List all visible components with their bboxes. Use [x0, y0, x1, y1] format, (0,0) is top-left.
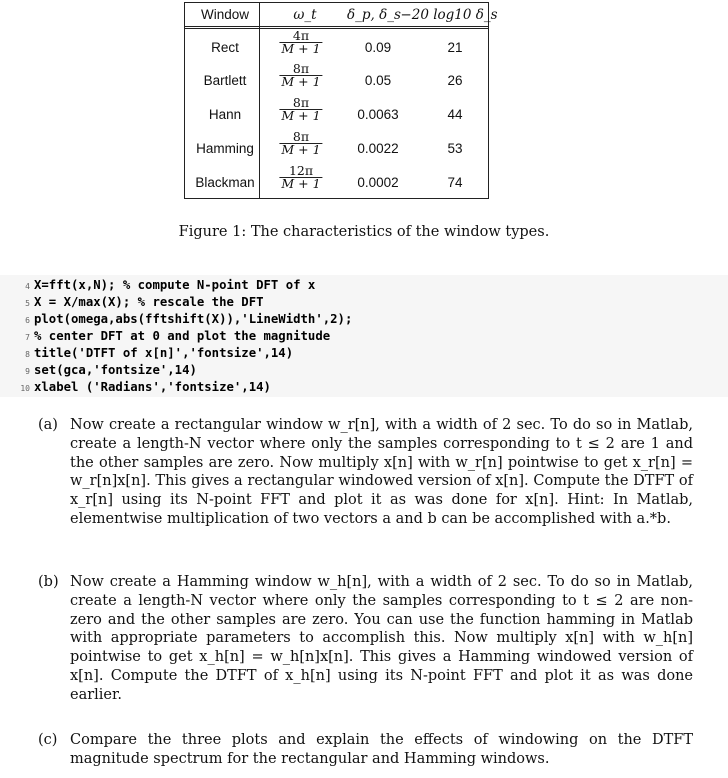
table-row-window: Blackman [195, 175, 255, 190]
code-text: X=fft(x,N); % compute N-point DFT of x [34, 278, 316, 292]
matlab-code-listing [0, 275, 728, 397]
line-number: 5 [25, 299, 30, 308]
table-row-atten: 26 [447, 73, 463, 88]
line-number: 8 [25, 350, 30, 359]
figure-caption: Figure 1: The characteristics of the window types. [178, 224, 550, 240]
part-text: Now create a rectangular window w_r[n], with a width of 2 sec. To do so in Matlab, create a length-N vector where only the samples corresponding to t ≤ 2 are 1 and the other samples are zero. Now multiply x[n] with w_r[n] pointwise to get x_r[n] = w_r[n]x[n]. This gives a rectangular windowed version of x[n]. Compute the DTFT of x_r[n] using its N-point FFT and plot it as was done for x[n]. Hint: In Matlab, elementwise multiplication of two vectors a and b can be accomplished with a.*b. [70, 417, 693, 527]
table-row-atten: 44 [447, 107, 463, 122]
code-text: X = X/max(X); % rescale the DFT [34, 295, 264, 309]
part-label: (b) [38, 574, 59, 590]
table-row-delta: 0.0022 [357, 141, 399, 156]
table-row-omega-frac [279, 30, 322, 55]
part-c [38, 731, 693, 769]
code-line [0, 379, 271, 396]
window-characteristics-table [184, 2, 498, 199]
line-number: 6 [25, 316, 30, 325]
column-divider [259, 3, 260, 198]
line-number: 4 [25, 282, 30, 291]
table-row-atten: 74 [447, 175, 463, 190]
frac-denominator: M + 1 [281, 41, 321, 56]
table-row-window: Hamming [196, 141, 254, 156]
table-row-omega-frac [279, 165, 322, 190]
frac-denominator: M + 1 [281, 74, 321, 89]
code-line [0, 328, 330, 345]
table-row-omega-frac [279, 63, 322, 88]
line-number: 7 [25, 333, 30, 342]
table-row-omega-frac [279, 131, 322, 156]
header-rule [185, 26, 488, 29]
code-line [0, 345, 293, 362]
table-row-delta: 0.0002 [357, 175, 399, 190]
table-row-omega-frac [279, 97, 322, 122]
code-line [0, 311, 352, 328]
code-text: set(gca,'fontsize',14) [34, 363, 197, 377]
part-a [38, 416, 693, 529]
part-b [38, 573, 693, 705]
frac-numerator: 8π [292, 95, 310, 110]
table-row-atten: 21 [447, 40, 463, 55]
code-text: title('DTFT of x[n]','fontsize',14) [34, 346, 294, 360]
line-number: 9 [25, 367, 30, 376]
code-line [0, 362, 197, 379]
frac-numerator: 8π [292, 129, 310, 144]
header-attenuation: −20 log10 δ_s [400, 7, 498, 23]
table-row-delta: 0.05 [364, 73, 392, 88]
code-text: xlabel ('Radians','fontsize',14) [34, 380, 271, 394]
part-label: (c) [38, 732, 58, 748]
table-row-delta: 0.09 [364, 40, 392, 55]
frac-denominator: M + 1 [281, 108, 321, 123]
part-label: (a) [38, 417, 58, 433]
frac-numerator: 12π [288, 163, 314, 178]
code-line [0, 294, 264, 311]
header-omega-t: ω_t [293, 7, 317, 23]
frac-numerator: 4π [292, 28, 310, 43]
code-text: % center DFT at 0 and plot the magnitude [34, 329, 331, 343]
table-row-delta: 0.0063 [357, 107, 399, 122]
table-row-window: Hann [208, 107, 242, 122]
header-delta: δ_p, δ_s [347, 7, 401, 23]
line-number: 10 [20, 384, 30, 393]
code-text: plot(omega,abs(fftshift(X)),'LineWidth',2); [34, 312, 353, 326]
frac-denominator: M + 1 [281, 142, 321, 157]
table-row-atten: 53 [447, 141, 463, 156]
table-row-window: Bartlett [203, 73, 247, 88]
frac-denominator: M + 1 [281, 176, 321, 191]
part-text: Compare the three plots and explain the effects of windowing on the DTFT magnitude spectrum for the rectangular and Hamming windows. [70, 732, 693, 767]
table-row-window: Rect [211, 40, 239, 55]
frac-numerator: 8π [292, 61, 310, 76]
code-line [0, 277, 315, 294]
part-text: Now create a Hamming window w_h[n], with a width of 2 sec. To do so in Matlab, create a length-N vector where only the samples corresponding to t ≤ 2 are non-zero and the other samples are zero. You can use the function hamming in Matlab with appropriate parameters to accomplish this. Now multiply x[n] with w_h[n] pointwise to get x_h[n] = w_h[n]x[n]. This gives a Hamming windowed version of x[n]. Compute the DTFT of x_h[n] using its N-point FFT and plot it as was done earlier. [70, 574, 693, 703]
header-window: Window [200, 7, 250, 22]
